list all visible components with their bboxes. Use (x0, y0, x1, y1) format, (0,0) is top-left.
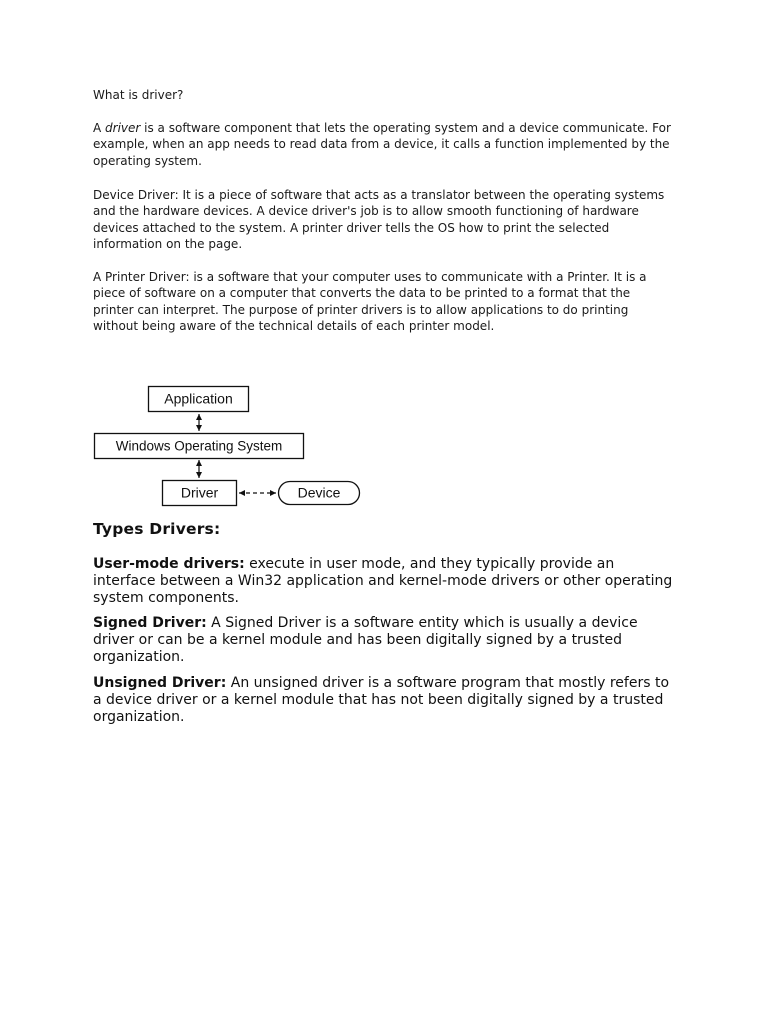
device-driver-paragraph (93, 187, 673, 253)
unsigned-driver-text: An unsigned driver is a software program that mostly refers to a device driver or a kernel module that has not been digitally signed by a trusted organization. (93, 675, 670, 725)
driver-label: Driver (180, 484, 219, 501)
driver-term: driver (105, 121, 141, 135)
application-label: Application (164, 390, 233, 407)
types-heading: Types Drivers: (93, 520, 221, 538)
driver-definition-text: is a software component that lets the operating system and a device communicate. For example, when an app needs to read data from a device, it calls a function implemented by the operating system. (93, 121, 671, 168)
driver-prefix: A (93, 121, 106, 135)
printer-driver-term: A Printer Driver: (93, 270, 190, 284)
signed-driver-term: Signed Driver: (93, 615, 207, 631)
driver-architecture-diagram (90, 380, 370, 510)
os-label: Windows Operating System (115, 438, 283, 454)
signed-driver-paragraph (93, 615, 678, 665)
signed-driver-text: A Signed Driver is a software entity which is usually a device driver or can be a kernel module and has been digitally signed by a trusted organization. (93, 615, 638, 665)
user-mode-paragraph (93, 556, 678, 606)
printer-driver-text: is a software that your computer uses to communicate with a Printer. It is a piece of software on a computer that converts the data to be printed to a format that the printer can interpret. The purpose of printer drivers is to allow applications to do printing without being aware of the technical details of each printer model. (93, 270, 647, 334)
printer-driver-paragraph (93, 269, 673, 335)
driver-definition-paragraph (93, 120, 673, 169)
user-mode-term: User-mode drivers: (93, 556, 245, 572)
unsigned-driver-term: Unsigned Driver: (93, 675, 227, 691)
device-driver-term: Device Driver: (93, 188, 179, 202)
question-heading: What is driver? (93, 88, 184, 102)
device-driver-text: It is a piece of software that acts as a translator between the operating systems and the hardware devices. A device driver's job is to allow smooth functioning of hardware devices attached to the system. A printer driver tells the OS how to print the selected information on the page. (93, 188, 665, 252)
unsigned-driver-paragraph (93, 675, 678, 725)
device-label: Device (297, 484, 341, 501)
user-mode-text: execute in user mode, and they typically provide an interface between a Win32 application and kernel-mode drivers or other operating system components. (93, 556, 673, 606)
